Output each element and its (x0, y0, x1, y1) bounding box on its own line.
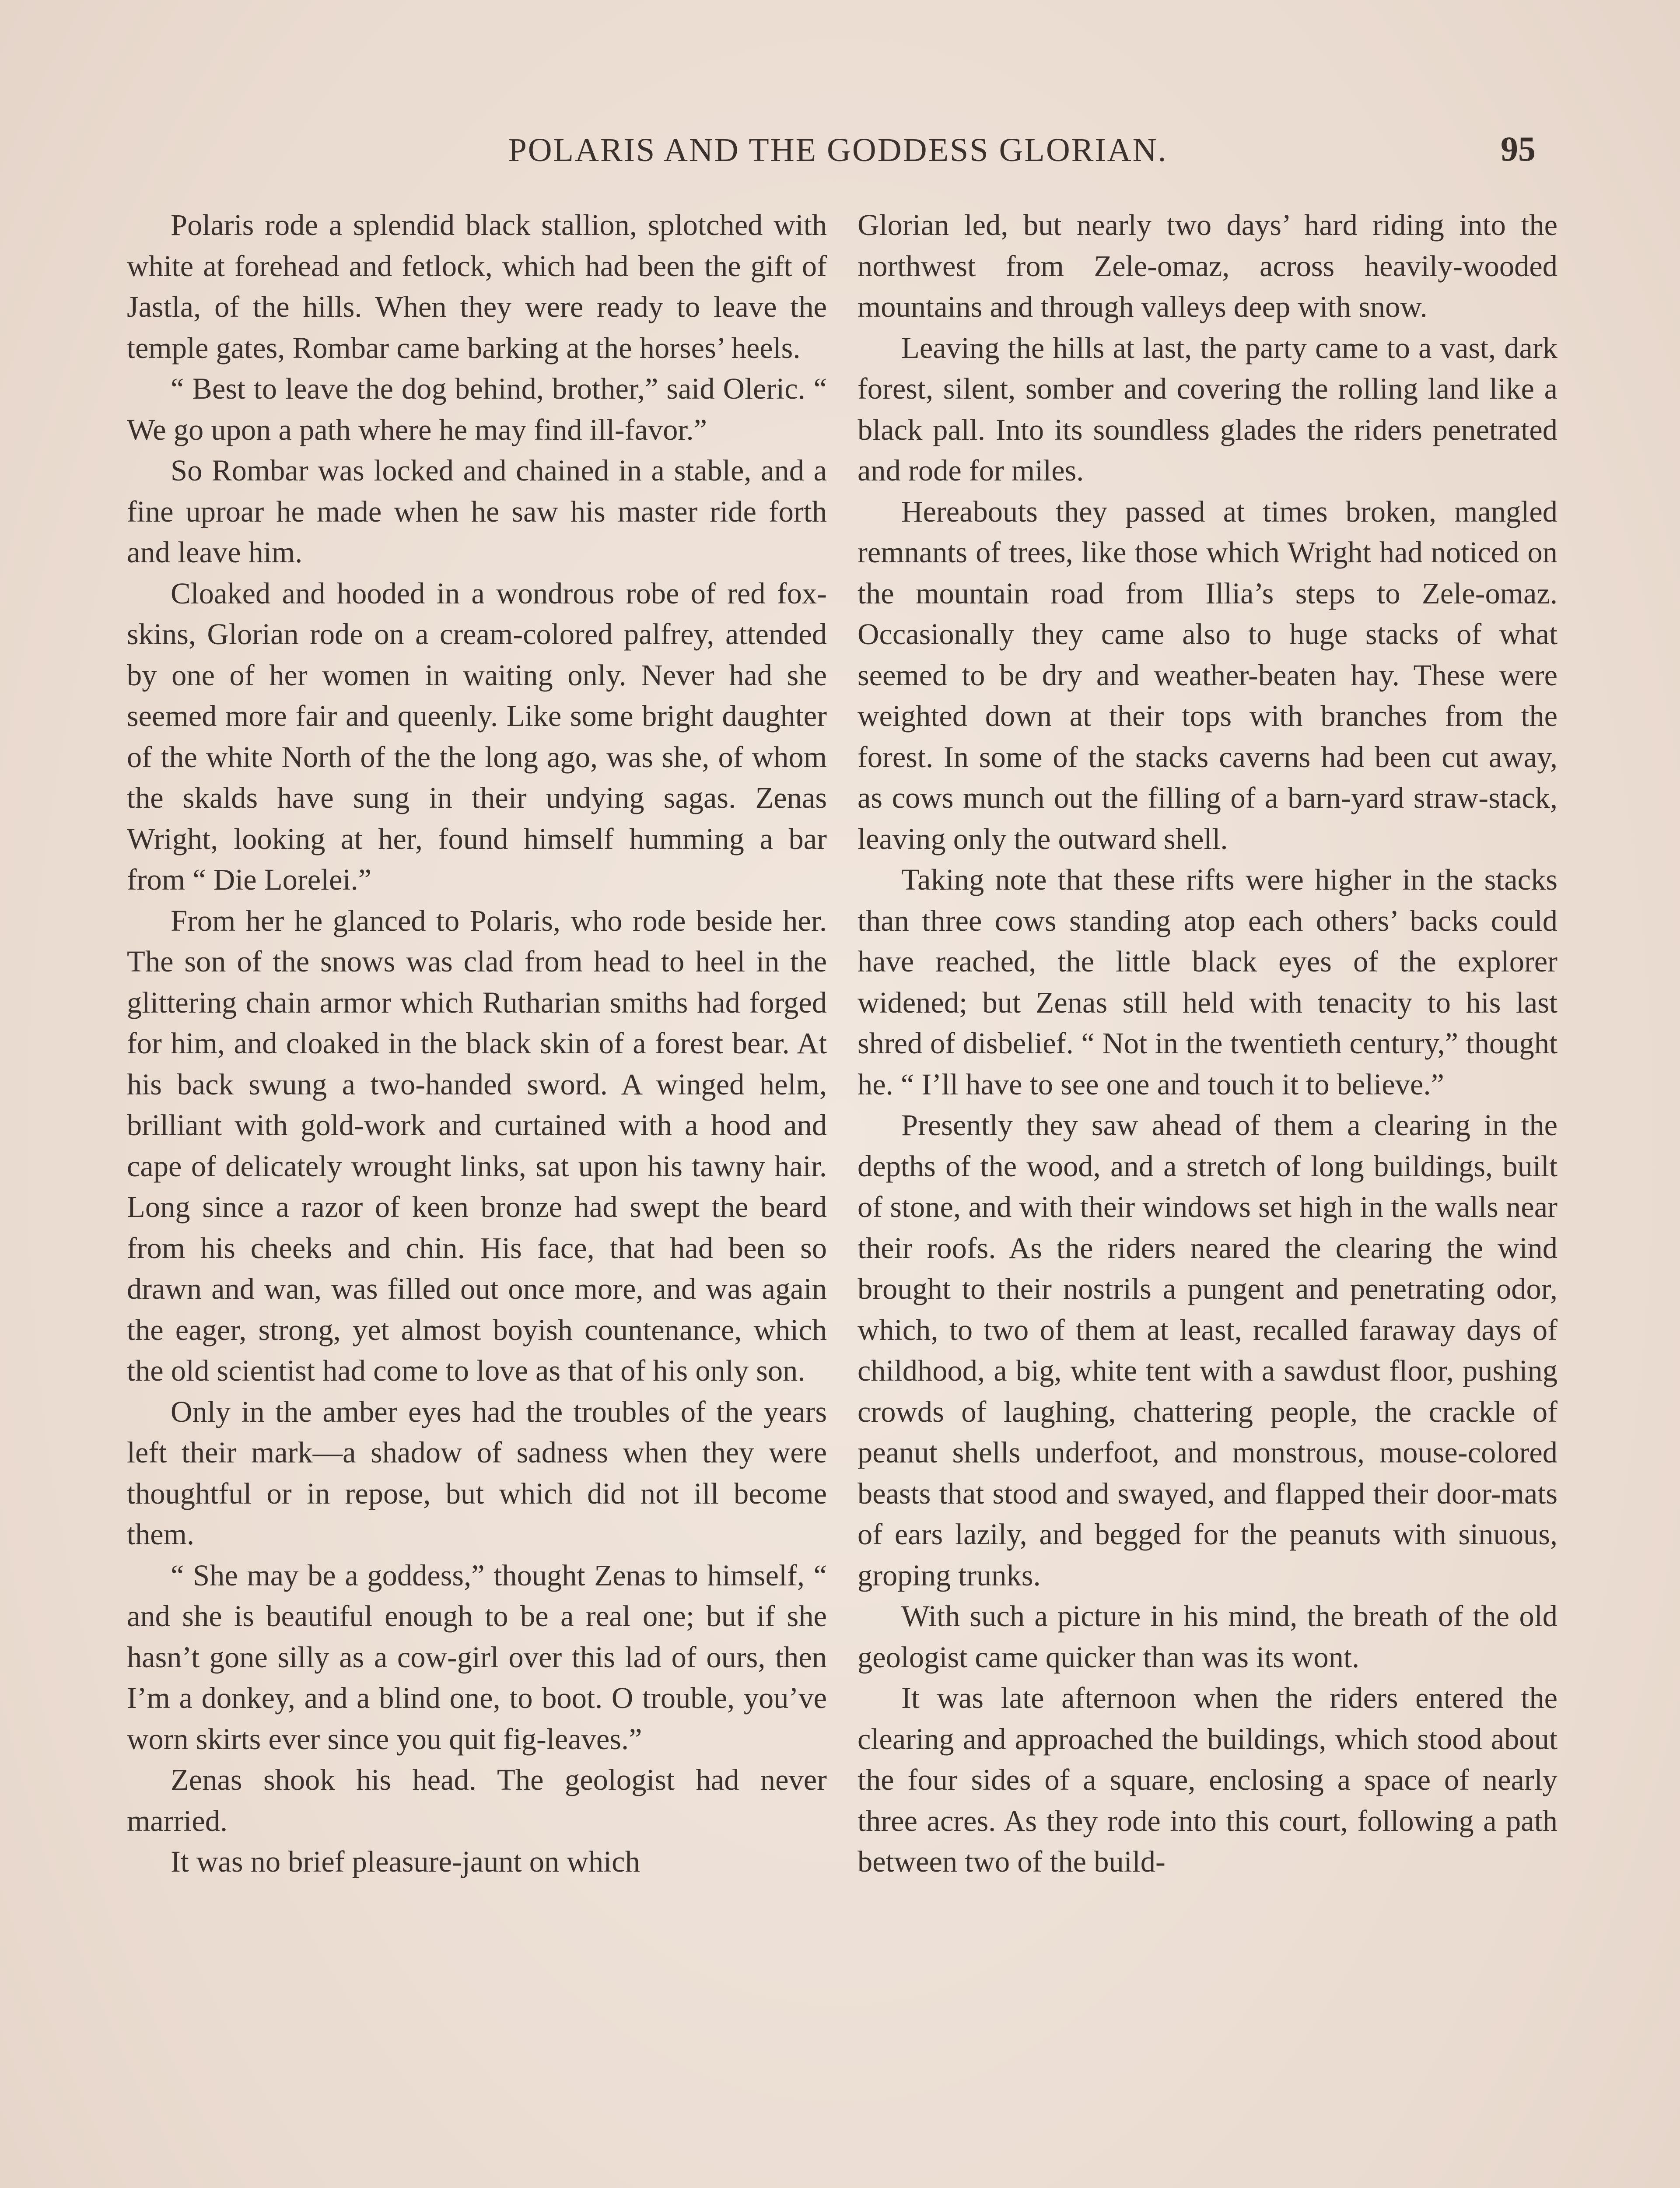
paragraph: Cloaked and hooded in a wondrous robe of red fox-skins, Glorian rode on a cream-colored palfrey, attended by one of her women in waiting only. Never had she seemed more fair and queenly. Like some bright daughter of the white North of the the long ago, was she, of whom the skalds have sung in their undying sagas. Zenas Wright, looking at her, found himself humming a bar from “ Die Lorelei.” (127, 576, 827, 896)
paragraph: Leaving the hills at last, the party came to a vast, dark forest, silent, somber and covering the rolling land like a black pall. Into its soundless glades the riders penetrated and rode for miles. (858, 331, 1558, 487)
paragraph: From her he glanced to Polaris, who rode beside her. The son of the snows was clad from head to heel in the glittering chain armor which Rutharian smiths had forged for him, and cloaked in the black skin of a forest bear. At his back swung a two-handed sword. A winged helm, brilliant with gold-work and curtained with a hood and cape of delicately wrought links, sat upon his tawny hair. Long since a razor of keen bronze had swept the beard from his cheeks and chin. His face, that had been so drawn and wan, was filled out once more, and was again the eager, strong, yet almost boyish countenance, which the old scientist had come to love as that of his only son. (127, 904, 827, 1387)
paragraph: It was no brief pleasure-jaunt on which (171, 1845, 640, 1878)
paragraph: Taking note that these rifts were higher in the stacks than three cows standing atop each others’ backs could have reached, the little black eyes of the explorer widened; but Zenas still held with tenacity to his last shred of disbelief. “ Not in the twentieth century,” thought he. “ I’ll have to see one and touch it to believe.” (858, 863, 1558, 1101)
paragraph-continued: Glorian led, but nearly two days’ hard riding into the northwest from Zele-omaz, across heavily-wooded mountains and through valleys deep with snow. (858, 208, 1558, 323)
paragraph: Hereabouts they passed at times broken, mangled remnants of trees, like those which Wright had noticed on the mountain road from Illia’s steps to Zele-omaz. Occasionally they came also to huge stacks of what seemed to be dry and weather-beaten hay. These were weighted down at their tops with branches from the forest. In some of the stacks caverns had been cut away, as cows munch out the filling of a barn-yard straw-stack, leaving only the outward shell. (858, 494, 1558, 856)
running-head (127, 131, 1549, 179)
paragraph: It was late afternoon when the riders entered the clearing and approached the buildings, which stood about the four sides of a square, enclosing a space of nearly three acres. As they rode into this court, following a path between two of the build- (858, 1681, 1558, 1878)
page-number: 95 (1501, 130, 1536, 168)
paragraph: So Rombar was locked and chained in a stable, and a fine uproar he made when he saw his master ride forth and leave him. (127, 454, 827, 569)
right-column (858, 205, 1558, 1883)
paragraph: “ Best to leave the dog behind, brother,” said Oleric. “ We go upon a path where he may find ill-favor.” (127, 372, 827, 446)
paragraph: Presently they saw ahead of them a clearing in the depths of the wood, and a stretch of long buildings, built of stone, and with their windows set high in the walls near their roofs. As the riders neared the clearing the wind brought to their nostrils a pungent and penetrating odor, which, to two of them at least, recalled faraway days of childhood, a big, white tent with a sawdust floor, pushing crowds of laughing, chattering people, the crackle of peanut shells underfoot, and monstrous, mouse-colored beasts that stood and swayed, and flapped their door-mats of ears lazily, and begged for the peanuts with sinuous, groping trunks. (858, 1108, 1558, 1592)
left-column (127, 205, 827, 1883)
running-title: POLARIS AND THE GODDESS GLORIAN. (508, 132, 1168, 168)
paragraph: Only in the amber eyes had the troubles of the years left their mark—a shadow of sadness when they were thoughtful or in repose, but which did not ill become them. (127, 1395, 827, 1551)
paragraph: Polaris rode a splendid black stallion, splotched with white at forehead and fetlock, which had been the gift of Jastla, of the hills. When they were ready to leave the temple gates, Rombar came barking at the horses’ heels. (127, 208, 827, 365)
paragraph: With such a picture in his mind, the breath of the old geologist came quicker than was its wont. (858, 1599, 1558, 1674)
paragraph: Zenas shook his head. The geologist had never married. (127, 1763, 827, 1837)
paragraph: “ She may be a goddess,” thought Zenas to himself, “ and she is beautiful enough to be a real one; but if she hasn’t gone silly as a cow-girl over this lad of ours, then I’m a donkey, and a blind one, to boot. O trouble, you’ve worn skirts ever since you quit fig-leaves.” (127, 1558, 827, 1756)
